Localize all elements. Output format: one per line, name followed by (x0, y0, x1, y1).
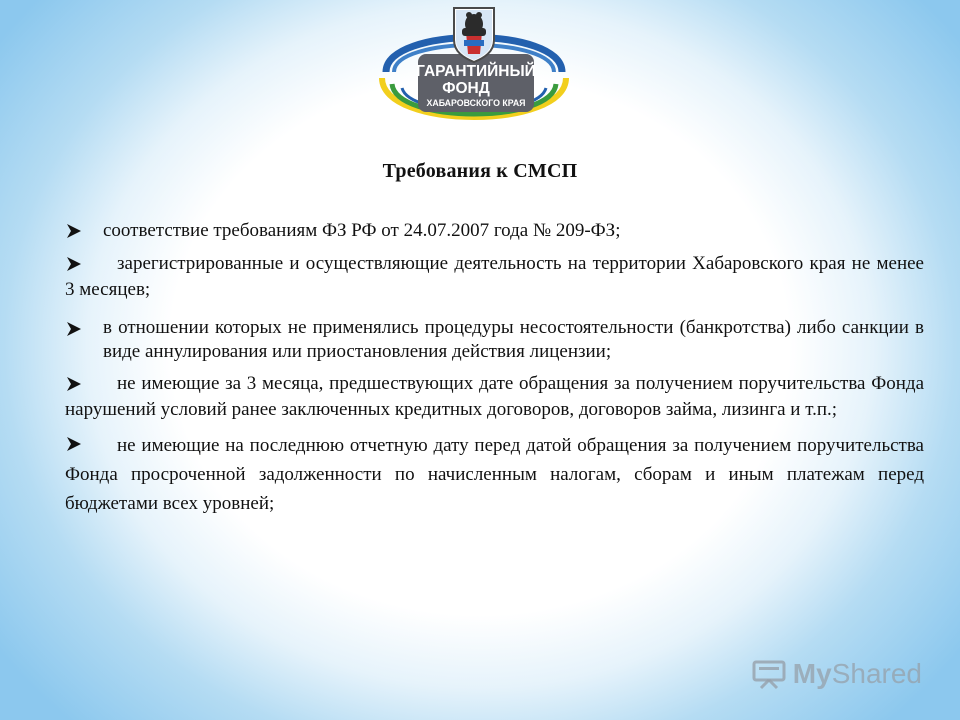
arrow-bullet-icon (65, 316, 83, 342)
watermark-shared: Shared (831, 658, 922, 689)
arrow-bullet-icon (65, 218, 83, 244)
list-item (65, 431, 924, 518)
page-title: Требования к СМСП (382, 160, 578, 182)
list-item (65, 251, 924, 303)
arrow-bullet-icon (65, 251, 83, 277)
fund-logo (374, 2, 574, 138)
presentation-board-icon (751, 658, 787, 690)
arrow-bullet-icon (65, 371, 83, 397)
logo-line2: ФОНД (442, 80, 490, 97)
list-item (65, 371, 924, 423)
list-item (65, 316, 924, 364)
arrow-bullet-icon (65, 431, 83, 457)
watermark-my: My (792, 658, 832, 689)
coat-of-arms-icon (454, 8, 494, 62)
logo-line3: ХАБАРОВСКОГО КРАЯ (426, 98, 526, 108)
list-item-text: не имеющие за 3 месяца, предшествующих дате обращения за получением поручительства Фонда нарушений условий ранее заключенных кредитных договоров, договоров займа, лизинга и т.п.; (65, 373, 924, 420)
myshared-watermark (751, 658, 922, 690)
list-item (65, 218, 924, 244)
list-item-text: соответствие требованиям ФЗ РФ от 24.07.2007 года № 209-ФЗ; (103, 220, 621, 241)
logo-line1: ГАРАНТИЙНЫЙ (416, 63, 536, 80)
list-item-text: не имеющие на последнюю отчетную дату перед датой обращения за получением поручительства Фонда просроченной задолженности по начисленным налогам, сборам и иным платежам перед бюджетами всех уровней; (65, 435, 924, 514)
requirements-list (65, 216, 924, 518)
list-item-text: в отношении которых не применялись процедуры несостоятельности (банкротства) либо санкции в виде аннулирования или приостановления действия лицензии; (103, 317, 924, 362)
list-item-text: зарегистрированные и осуществляющие деятельность на территории Хабаровского края не менее 3 месяцев; (65, 253, 924, 300)
